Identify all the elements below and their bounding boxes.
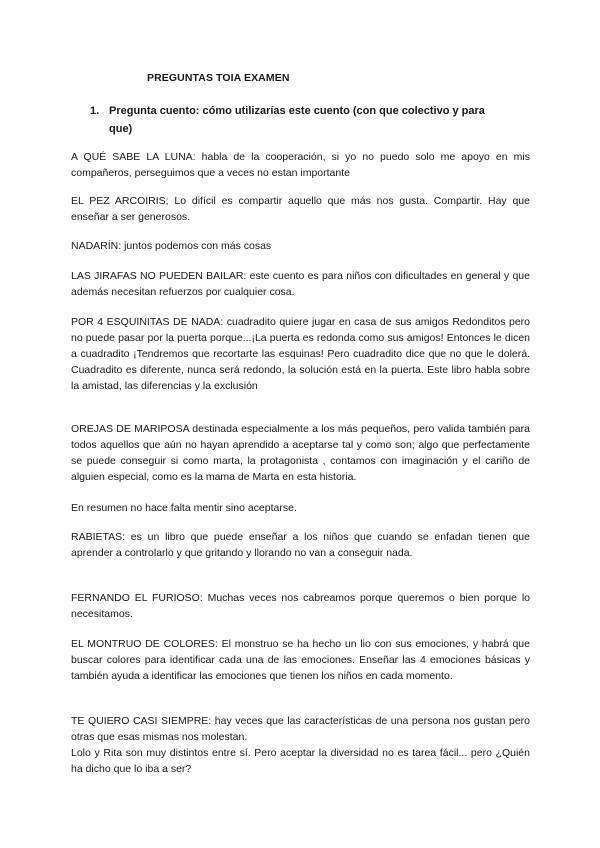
question-number: 1. xyxy=(90,105,100,117)
paragraph-en-resumen: En resumen no hace falta mentir sino aceptarse. xyxy=(71,502,297,514)
question-text: Pregunta cuento: cómo utilizarías este cuento (con que colectivo y para que) xyxy=(109,105,485,135)
paragraph-nadarin: NADARÍN: juntos podemos con más cosas xyxy=(71,240,272,252)
paragraph-a-que-sabe-la-luna: A QUÉ SABE LA LUNA: habla de la cooperación, si yo no puedo solo me apoyo en mis compañeros, perseguimos que a veces no estan importante xyxy=(71,151,530,179)
paragraph-por-4-esquinitas: POR 4 ESQUINITAS DE NADA: cuadradito quiere jugar en casa de sus amigos Redonditos pero no puede pasar por la puerta porque...¡La puerta es redonda como sus amigos! Entonces le dicen a cuadradito ¡Tendremos que recortarte las esquinas! Pero cuadradito dice que no que le dolerá. Cuadradito es diferente, nunca será redondo, la solución está en la puerta. Este libro habla sobre la amistad, las diferencias y la exclusión xyxy=(71,316,530,392)
paragraph-el-montruo-de-colores: EL MONTRUO DE COLORES: El monstruo se ha hecho un lio con sus emociones, y habrá que buscar colores para identificar cada una de las emociones. Enseñar las 4 emociones básicas y también ayuda a identificar las emociones que tienen los niños en cada momento. xyxy=(71,638,530,682)
paragraph-rabietas: RABIETAS: es un libro que puede enseñar a los niños que cuando se enfadan tienen que aprender a controlarlo y que gritando y llorando no van a conseguir nada. xyxy=(71,531,530,559)
paragraph-las-jirafas: LAS JIRAFAS NO PUEDEN BAILAR: este cuento es para niños con dificultades en general y que además necesitan refuerzos por cualquier cosa. xyxy=(71,270,530,298)
page-title: PREGUNTAS TOIA EXAMEN xyxy=(147,72,290,84)
paragraph-te-quiero-casi-siempre: TE QUIERO CASI SIEMPRE: hay veces que las características de una persona nos gustan pero otras que esas mismas nos molestan. xyxy=(71,715,530,743)
paragraph-lolo-y-rita: Lolo y Rita son muy distintos entre sí. Pero aceptar la diversidad no es tarea fácil... pero ¿Quién ha dicho que lo iba a ser? xyxy=(71,747,530,775)
paragraph-el-pez-arcoiris: EL PEZ ARCOIRIS; Lo difícil es compartir aquello que más nos gusta. Compartir. Hay que enseñar a ser generosos. xyxy=(71,195,530,223)
paragraph-fernando-el-furioso: FERNANDO EL FURIOSO: Muchas veces nos cabreamos porque queremos o bien porque lo necesitamos. xyxy=(71,592,530,620)
paragraph-orejas-de-mariposa: OREJAS DE MARIPOSA destinada especialmente a los más pequeños, pero valida también para todos aquellos que aún no hayan aprendido a aceptarse tal y como son; algo que perfectamente se puede conseguir si como marta, la protagonista , contamos con imaginación y el cariño de alguien especial, como es la mama de Marta en esta historia. xyxy=(71,423,530,483)
question-item xyxy=(90,102,510,138)
